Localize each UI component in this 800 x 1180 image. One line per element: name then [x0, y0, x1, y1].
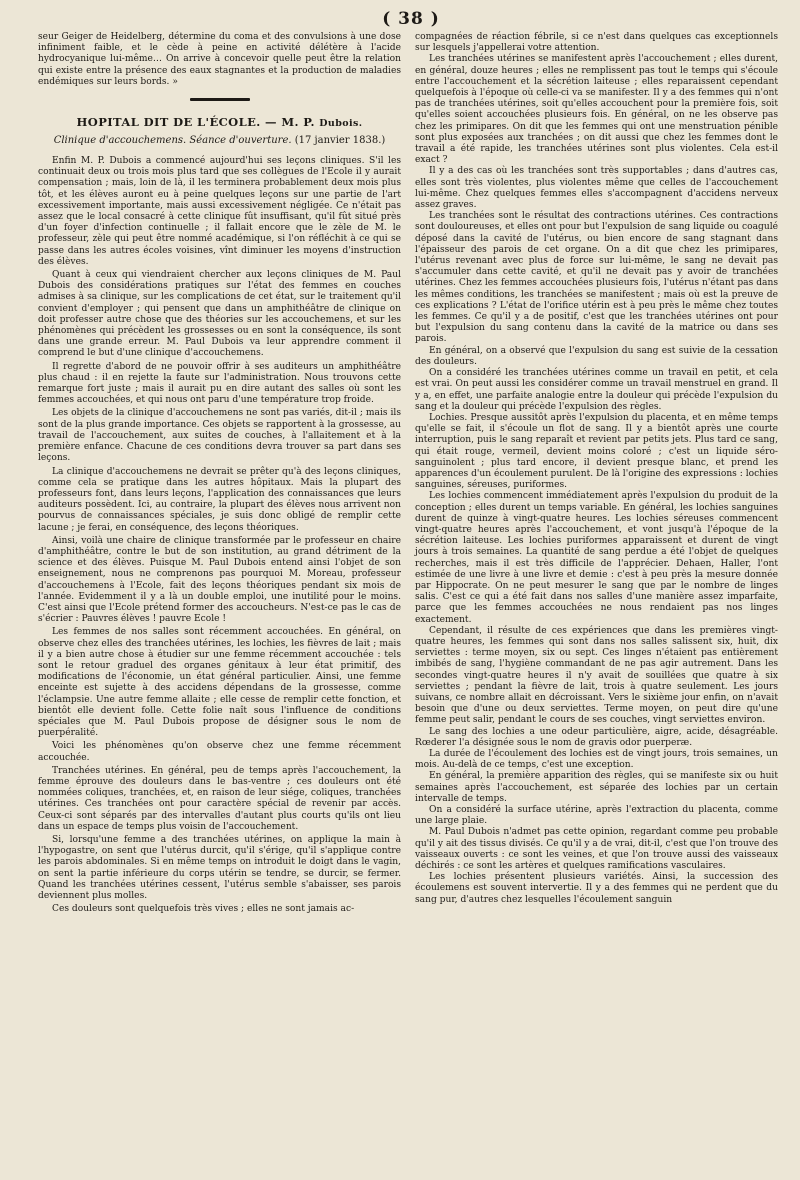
right-paragraph: Les tranchées sont le résultat des contractions utérines. Ces contractions sont douloureuses, et elles ont pour but l'expulsion de sang liquide ou coagulé déposé dans la cavité de l'utérus, ou bien encore de sang stagnant dans l'épaisseur des parois de cet organe. On a dit que chez les primipares, l'utérus revenant avec plus de force sur lui-même, le sang ne devait pas s'accumuler dans cette cavité, et qu'il ne devait pas y avoir de tranchées utérines. Chez les femmes accouchées plusieurs fois, l'utérus n'étant pas dans les mêmes conditions, les tranchées se manifestent ; mais où est la preuve de ces explications ? L'état de l'orifice utérin est à peu près le même chez toutes les femmes. Ce qu'il y a de positif, c'est que les tranchées utérines ont pour but l'expulsion du sang contenu dans la cavité de la matrice ou dans ses parois.	[415, 211, 778, 345]
left-paragraph: Tranchées utérines. En général, peu de temps après l'accouchement, la femme éprouve des douleurs dans le bas-ventre ; ces douleurs ont été nommées coliques, tranchées, et, en raison de leur siége, coliques, tranchées utérines. Ces tranchées ont pour caractère spécial de revenir par accès. Ceux-ci sont séparés par des intervalles d'autant plus courts qu'ils ont lieu dans un espace de temps plus voisin de l'accouchement.	[38, 765, 401, 832]
left-paragraph: Enfin M. P. Dubois a commencé aujourd'hui ses leçons cliniques. S'il les continuait deux ou trois mois plus tard que ses collègues de l'Ecole il y aurait compensation ; mais, loin de là, il les terminera probablement deux mois plus tôt, et les élèves auront eu à peine quelques leçons sur une partie de l'art excessivement importante, mais aussi excessivement négligée. Ce n'était pas assez que le local consacré à cette clinique fût insuffisant, qu'il fût situé près d'un foyer d'infection continuelle ; il fallait encore que le zèle de M. le professeur, zèle qui peut être nommé académique, si l'on réfléchit à ce qui se passe dans les autres écoles voisines, vînt diminuer les moyens d'instruction des élèves.	[38, 156, 401, 267]
right-paragraph: Les tranchées utérines se manifestent après l'accouchement ; elles durent, en général, douze heures ; elles ne remplissent pas tout le temps qui s'écoule entre l'accouchement et la sécrétion laiteuse ; elles reparaissent cependant quelquefois à l'époque où celle-ci va se manifester. Il y a des femmes qui n'ont pas de tranchées utérines, soit qu'elles accouchent pour la première fois, soit qu'elles soient accouchées plusieurs fois. En général, on ne les observe pas chez les primipares. On dit que les femmes qui ont une menstruation pénible sont plus exposées aux tranchées ; on dit aussi que chez les femmes dont le travail a été rapide, les tranchées utérines sont plus violentes. Cela est-il exact ?	[415, 54, 778, 166]
section-divider-rule	[190, 98, 250, 101]
article-title-text: HOPITAL DIT DE L'ÉCOLE. — M. P.	[76, 115, 315, 130]
right-paragraph: Lochies. Presque aussitôt après l'expulsion du placenta, et en même temps qu'elle se fait, il s'écoule un flot de sang. Il y a bientôt après une courte interruption, puis le sang reparaît et revient par petits jets. Plus tard ce sang, qui était rouge, vermeil, devient moins coloré ; c'est un liquide séro-sanguinolent ; plus tard encore, il devient presque blanc, et prend les apparences d'un écoulement purulent. De là l'origine des expressions : lochies sanguines, séreuses, puriformes.	[415, 412, 778, 491]
left-paragraph: La clinique d'accouchemens ne devrait se prêter qu'à des leçons cliniques, comme cela se pratique dans les autres hôpitaux. Mais la plupart des professeurs font, dans leurs leçons, l'application des connaissances que leurs auditeurs possèdent. Ici, au contraire, la plupart des élèves nous arrivent non pourvus de connaissances spéciales, je suis donc obligé de remplir cette lacune ; je ferai, en conséquence, des leçons théoriques.	[38, 466, 401, 533]
article-subtitle	[38, 135, 401, 146]
left-paragraph: Ces douleurs sont quelquefois très vives ; elles ne sont jamais ac-	[52, 904, 355, 915]
left-paragraph: Quant à ceux qui viendraient chercher aux leçons cliniques de M. Paul Dubois des considérations pratiques sur l'état des femmes en couches admises à sa clinique, sur les complications de cet état, sur le traitement qu'il convient d'employer ; qui pensent que dans un amphithéâtre de clinique on doit professer autre chose que des théories sur les accouchemens, et sur les phénomènes qui précèdent les grossesses ou en sont la conséquence, ils sont dans une grande erreur. M. Paul Dubois va leur apprendre comment il comprend le but d'une clinique d'accouchemens.	[38, 270, 401, 359]
subtitle-date: (17 janvier 1838.)	[294, 135, 386, 147]
left-paragraph: Voici les phénomènes qu'on observe chez une femme récemment accouchée.	[38, 741, 401, 763]
continued-article-text: seur Geiger de Heidelberg, détermine du coma et des convulsions à une dose infiniment faible, et le cède à peine en activité délétère à l'acide hydrocyanique lui-même… On arrive à concevoir quelle peut être la relation qui existe entre la présence des eaux stagnantes et la production de maladies endémiques sur leurs bords. »	[38, 32, 401, 87]
right-paragraph: Le sang des lochies a une odeur particulière, aigre, acide, désagréable. Rœderer l'a désignée sous le nom de gravis odor puerperæ.	[415, 726, 778, 748]
article-title	[38, 115, 401, 129]
right-paragraph: compagnées de réaction fébrile, si ce n'est dans quelques cas exceptionnels sur lesquels j'appellerai votre attention.	[415, 32, 778, 54]
right-paragraph: En général, la première apparition des règles, qui se manifeste six ou huit semaines après l'accouchement, est séparée des lochies par un certain intervalle de temps.	[415, 771, 778, 804]
right-paragraph: La durée de l'écoulement des lochies est de vingt jours, trois semaines, un mois. Au-delà de ce temps, c'est une exception.	[415, 749, 778, 771]
left-paragraph: Ainsi, voilà une chaire de clinique transformée par le professeur en chaire d'amphithéâtre, contre le but de son institution, au grand détriment de la science et des élèves. Puisque M. Paul Dubois entend ainsi l'objet de son enseignement, nous ne comprenons pas pourquoi M. Moreau, professeur d'accouchemens à l'Ecole, fait des leçons théoriques pendant six mois de l'année. Evidemment il y a là un double emploi, une inutilité pour le moins. C'est ainsi que l'Ecole prétend former des accoucheurs. N'est-ce pas le cas de s'écrier : Pauvres élèves ! pauvre Ecole !	[38, 535, 401, 625]
left-paragraph: Il regrette d'abord de ne pouvoir offrir à ses auditeurs un amphithéâtre plus chaud : il en rejette la faute sur l'administration. Nous trouvons cette remarque fort juste ; mais il aurait pu en dire autant des salles où sont les femmes accouchées, et qui nous ont paru d'une température trop froide.	[38, 361, 401, 406]
left-paragraph: Si, lorsqu'une femme a des tranchées utérines, on applique la main à l'hypogastre, on sent que l'utérus durcit, qu'il s'érige, qu'il s'applique contre les parois abdominales. Si en même temps on introduit le doigt dans le vagin, on sent la partie inférieure du corps utérin se tendre, se durcir, se fermer. Quand les tranchées utérines cessent, l'utérus semble s'abaisser, ses parois deviennent plus molles.	[38, 835, 401, 902]
two-column-body	[38, 32, 784, 915]
right-paragraph: Il y a des cas où les tranchées sont très supportables ; dans d'autres cas, elles sont très violentes, plus violentes même que celles de l'accouchement lui-même. Chez quelques femmes elles s'accompagnent d'accidens nerveux assez graves.	[415, 166, 778, 211]
right-column	[415, 32, 778, 915]
page-number: ( 38 )	[382, 9, 440, 29]
right-paragraph: M. Paul Dubois n'admet pas cette opinion, regardant comme peu probable qu'il y ait des tissus divisés. Ce qu'il y a de vrai, dit-il, c'est que l'on trouve des vaisseaux ouverts : ce sont les veines, et que l'on trouve aussi des vaisseaux déchirés : ce sont les artères et quelques ramifications vasculaires.	[415, 827, 778, 872]
left-column	[38, 32, 401, 915]
right-paragraph: Les lochies présentent plusieurs variétés. Ainsi, la succession des écoulemens est souvent intervertie. Il y a des femmes qui ne perdent que du sang pur, d'autres chez lesquelles l'écoulement sanguin	[415, 872, 778, 905]
left-paragraph: Les objets de la clinique d'accouchemens ne sont pas variés, dit-il ; mais ils sont de la plus grande importance. Ces objets se rapportent à la grossesse, au travail de l'accouchement, aux suites de couches, à l'allaitement et à la première enfance. Chacune de ces conditions devra trouver sa part dans ses leçons.	[38, 408, 401, 464]
article-author: Dubois.	[319, 118, 363, 130]
right-paragraph: Cependant, il résulte de ces expériences que dans les premières vingt-quatre heures, les femmes qui sont dans nos salles salissent six, huit, dix serviettes : terme moyen, six ou sept. Ces linges n'étaient pas entièrement imbibés de sang, l'hygiène commandant de ne pas agir autrement. Dans les secondes vingt-quatre heures il n'y avait de souillées que quatre à six serviettes ; pendant la fièvre de lait, trois à quatre seulement. Les jours suivans, ce nombre allait en décroissant. Vers le sixième jour enfin, on n'avait besoin que d'une ou deux serviettes. Terme moyen, on peut dire qu'une femme peut salir, pendant le cours de ses couches, vingt serviettes environ.	[415, 625, 778, 726]
right-paragraph: En général, on a observé que l'expulsion du sang est suivie de la cessation des douleurs.	[415, 345, 778, 367]
subtitle-italic: Clinique d'accouchemens. Séance d'ouverture.	[53, 135, 292, 147]
right-paragraph: On a considéré la surface utérine, après l'extraction du placenta, comme une large plaie.	[415, 805, 778, 827]
right-paragraph: On a considéré les tranchées utérines comme un travail en petit, et cela est vrai. On peut aussi les considérer comme un travail menstruel en grand. Il y a, en effet, une parfaite analogie entre la douleur qui précède l'expulsion du sang et la douleur qui précède l'expulsion des règles.	[415, 368, 778, 412]
left-paragraph: Les femmes de nos salles sont récemment accouchées. En général, on observe chez elles des tranchées utérines, les lochies, les fièvres de lait ; mais il y a bien autre chose à étudier sur une femme récemment accouchée : tels sont le retour graduel des organes génitaux à leur état primitif, des modifications de l'économie, un état général particulier. Ainsi, une femme enceinte est sujette à des accidens dépendans de la grossesse, comme l'éclampsie. Une autre femme allaite ; elle cesse de remplir cette fonction, et bientôt elle devient folle. Cette folie naît sous l'influence de conditions spéciales que M. Paul Dubois propose de désigner sous le nom de puerpéralité.	[38, 627, 401, 739]
right-paragraph: Les lochies commencent immédiatement après l'expulsion du produit de la conception ; elles durent un temps variable. En général, les lochies sanguines durent de quinze à vingt-quatre heures. Les lochies séreuses commencent vingt-quatre heures après l'accouchement, et vont jusqu'à l'époque de la sécrétion laiteuse. Les lochies puriformes apparaissent et durent de vingt jours à trois semaines. La quantité de sang perdue a été l'objet de quelques recherches, mais il est très difficile de l'apprécier. Dehaen, Haller, l'ont estimée de une livre à une livre et demie : c'est à peu près la mesure donnée par Hippocrate. On ne peut mesurer le sang que par le nombre de linges salis. C'est ce qui a été fait dans nos salles d'une manière assez imparfaite, parce que les femmes accouchées ne nous rendaient pas nos linges exactement.	[415, 491, 778, 625]
